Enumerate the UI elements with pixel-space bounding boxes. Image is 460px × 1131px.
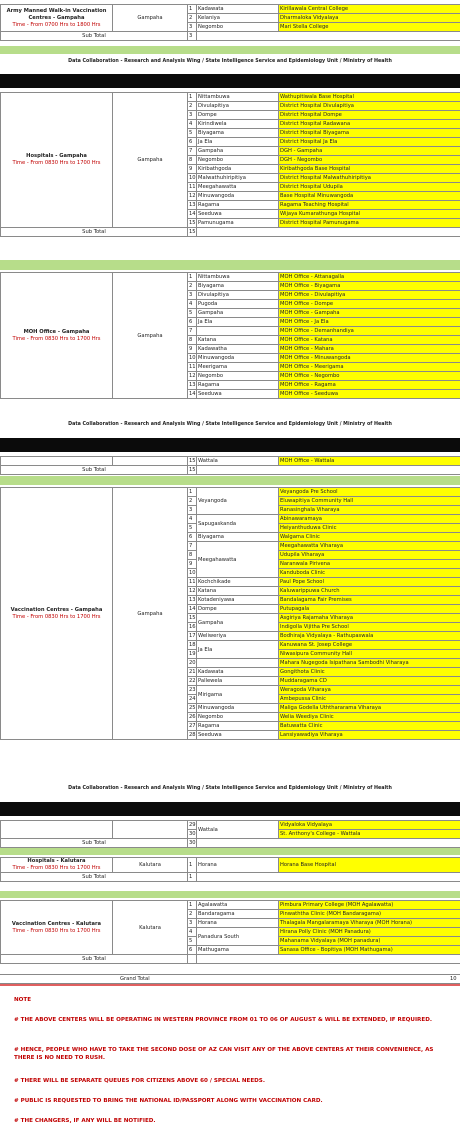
row-number: 7 (188, 327, 197, 336)
row-number: 10 (189, 175, 196, 181)
center-cell: Welia Weediya Clinic (279, 713, 460, 722)
area-cell: Kadawatha (197, 345, 279, 354)
center-cell: Mahanama Vidyalaya (MOH panadura) (279, 937, 460, 946)
center-cell: Vidyaloka Vidyalaya (279, 821, 460, 830)
area-cell: Pamunugama (197, 219, 279, 228)
center-cell: Putupagala (279, 605, 460, 614)
row-number: 2 (188, 497, 197, 506)
center-cell: MOH Office - Demanhandiya (279, 327, 460, 336)
center-cell: Ranasinghala Viharaya (279, 506, 460, 515)
center-cell: Naranwala Pirivena (279, 560, 460, 569)
center-cell: MOH Office - Meerigama (279, 363, 460, 372)
area-cell: Mathugama (197, 946, 279, 955)
center-cell: MOH Office - Wattala (279, 457, 460, 466)
black-band (0, 74, 460, 88)
subtotal-row (1, 228, 460, 237)
area-cell: Ragama (197, 201, 279, 210)
area-cell: Sapugaskanda (197, 515, 279, 533)
subtotal-row (1, 466, 460, 475)
center-cell: Base Hospital Minuwangoda (279, 192, 460, 201)
section-label: MOH Office - Gampaha (23, 328, 90, 335)
green-band (0, 260, 460, 270)
center-cell: Paul Pope School (279, 578, 460, 587)
area-cell: Seeduwa (197, 210, 279, 219)
area-cell: Agalawatta (197, 901, 279, 910)
center-cell: Kanuwana St. Josep College (279, 641, 460, 650)
row-number: 18 (189, 642, 196, 648)
area-cell: Negombo (197, 23, 279, 32)
row-number: 26 (189, 714, 196, 720)
row-number: 8 (188, 336, 197, 345)
center-cell: Wathupitiwala Base Hospital (279, 93, 460, 102)
center-cell: District Hospital Biyagama (279, 129, 460, 138)
area-cell: Negombo (197, 372, 279, 381)
row-number: 15 (189, 220, 196, 226)
center-cell: Lansiyawadiya Viharaya (279, 731, 460, 740)
district-cell: Gampaha (113, 93, 188, 228)
area-cell: Pallewela (197, 677, 279, 686)
area-cell: Nittambuwa (197, 273, 279, 282)
subtotal-label: Sub Total (1, 466, 188, 475)
section-moh-gampaha (0, 272, 460, 399)
section-label: Hospitals - Gampaha (26, 153, 87, 159)
subtotal-label: Sub Total (1, 839, 188, 848)
row-number: 29 (189, 822, 196, 828)
area-cell: Negombo (197, 156, 279, 165)
area-cell: Divulapitiya (197, 102, 279, 111)
row-number: 2 (188, 14, 197, 23)
grand-total-row (0, 974, 460, 984)
row-number: 13 (189, 382, 196, 388)
row-number: 15 (189, 615, 196, 621)
row-number: 1 (188, 273, 197, 282)
area-cell: Biyagama (197, 282, 279, 291)
subtotal-label: Sub Total (1, 955, 188, 964)
district-cell: Kalutara (113, 858, 188, 873)
center-cell: MOH Office - Seeduwa (279, 390, 460, 399)
note-item: # THE ABOVE CENTERS WILL BE OPERATING IN WESTERN PROVINCE FROM 01 TO 06 OF AUGUST & WILL BE EXTENDED, IF REQUIRED. (14, 1017, 432, 1023)
row-number: 1 (188, 901, 197, 910)
area-cell: Seeduwa (197, 731, 279, 740)
row-number: 4 (188, 515, 197, 524)
footer-credit: Data Collaboration - Research and Analysis Wing / State Intelligence Service and Epidemiology Unit / Ministry of Health (68, 422, 392, 427)
center-cell: District Hospital Pamunugama (279, 219, 460, 228)
center-cell: Batuwatta Clinic (279, 722, 460, 731)
section-vaccination-gampaha (0, 487, 460, 740)
note-item: # THE CHANGERS, IF ANY WILL BE NOTIFIED. (14, 1118, 156, 1124)
row-number: 12 (189, 588, 196, 594)
area-cell: Kadawata (197, 668, 279, 677)
table-row (1, 93, 460, 102)
center-cell: MOH Office - Attanagalla (279, 273, 460, 282)
center-cell: Heiyanthuduwa Clinic (279, 524, 460, 533)
district-cell (113, 457, 188, 466)
note-item: # HENCE, PEOPLE WHO HAVE TO TAKE THE SECOND DOSE OF AZ CAN VISIT ANY OF THE ABOVE CENTERS AT THEIR CONVENIENCE, AS THERE IS NO NEED TO RUSH. (14, 1047, 434, 1061)
row-number: 14 (189, 391, 196, 397)
section-time: Time - From 0830 Hrs to 1700 Hrs (12, 335, 101, 342)
row-number: 11 (189, 184, 196, 190)
center-cell: Bodhiraja Vidyalaya - Rathupaswala (279, 632, 460, 641)
area-cell: Gampaha (197, 614, 279, 632)
district-cell: Kalutara (113, 901, 188, 955)
center-cell: Kirillawala Central College (279, 5, 460, 14)
center-cell: Veyangoda Pre School (279, 488, 460, 497)
center-cell: Niwasipura Community Hall (279, 650, 460, 659)
center-cell: Mari Stella College (279, 23, 460, 32)
area-cell: Kirindiwela (197, 120, 279, 129)
center-cell: Meegahawatta Viharaya (279, 542, 460, 551)
district-cell: Gampaha (113, 5, 188, 32)
center-cell: District Hospital Dompe (279, 111, 460, 120)
center-cell: Gongithota Clinic (279, 668, 460, 677)
area-cell: Kelaniya (197, 14, 279, 23)
center-cell: MOH Office - Ja Ela (279, 318, 460, 327)
section-time: Time - From 0830 Hrs to 1700 Hrs (12, 160, 101, 166)
row-number: 4 (188, 300, 197, 309)
center-cell: MOH Office - Minuwangoda (279, 354, 460, 363)
center-cell: Kanduboda Clinic (279, 569, 460, 578)
section-label: Vaccination Centres - Gampaha (10, 606, 103, 613)
row-number: 11 (189, 364, 196, 370)
subtotal-value: 1 (188, 873, 197, 882)
section-vaccination-wattala (0, 820, 460, 848)
green-band (0, 848, 460, 855)
row-number: 13 (189, 202, 196, 208)
subtotal-row (1, 955, 460, 964)
center-cell: District Hospital Divulapitiya (279, 102, 460, 111)
area-cell: Veyangoda (197, 488, 279, 515)
row-number: 5 (188, 937, 197, 946)
area-cell: Katana (197, 587, 279, 596)
note-item: # THERE WILL BE SEPARATE QUEUES FOR CITIZENS ABOVE 60 / SPECIAL NEEDS. (14, 1078, 265, 1084)
row-number: 1 (188, 488, 197, 497)
row-number: 5 (188, 129, 197, 138)
center-cell: MOH Office - Gampaha (279, 309, 460, 318)
row-number: 8 (188, 551, 197, 560)
row-number: 6 (188, 138, 197, 147)
subtotal-value: 15 (189, 467, 196, 473)
table-row (1, 901, 460, 910)
area-cell: Wattala (197, 821, 279, 839)
grand-total-value: 10 (450, 976, 457, 982)
table-row (1, 488, 460, 497)
row-number: 1 (188, 5, 197, 14)
center-cell: Maliga Godella Uththararama Viharaya (279, 704, 460, 713)
area-cell: Bandaragama (197, 910, 279, 919)
section-moh-wattala (0, 456, 460, 475)
area-cell: Minuwangoda (197, 704, 279, 713)
row-number: 23 (189, 687, 196, 693)
area-cell: Minuwangoda (197, 192, 279, 201)
row-number: 24 (189, 696, 196, 702)
row-number: 17 (189, 633, 196, 639)
area-cell: Nittambuwa (197, 93, 279, 102)
center-cell: District Hospital Ja Ela (279, 138, 460, 147)
area-cell: Pugoda (197, 300, 279, 309)
row-number: 12 (189, 193, 196, 199)
row-number: 20 (189, 660, 196, 666)
area-cell: Mirigama (197, 686, 279, 704)
row-number: 30 (189, 831, 196, 837)
area-cell: Negombo (197, 713, 279, 722)
center-cell: MOH Office - Mahara (279, 345, 460, 354)
green-band (0, 891, 460, 898)
row-number: 1 (188, 93, 197, 102)
black-band (0, 802, 460, 816)
area-cell: Gampaha (197, 309, 279, 318)
row-number: 25 (189, 705, 196, 711)
subtotal-value: 30 (189, 840, 196, 846)
table-row (1, 821, 460, 830)
section-time: Time - From 0830 Hrs to 1700 Hrs (12, 865, 101, 871)
row-number: 2 (188, 102, 197, 111)
area-cell (197, 659, 279, 668)
center-cell: Ambepussa Clinic (279, 695, 460, 704)
row-number: 19 (189, 651, 196, 657)
red-divider (0, 984, 460, 986)
center-cell: Walgama Clinic (279, 533, 460, 542)
area-cell: Horana (197, 858, 279, 873)
area-cell: Kiribathgoda (197, 165, 279, 174)
row-number: 3 (188, 23, 197, 32)
section-army-walkin (0, 4, 460, 41)
note-item: # PUBLIC IS REQUESTED TO BRING THE NATIONAL ID/PASSPORT ALONG WITH VACCINATION CARD. (14, 1098, 323, 1104)
center-cell: District Hospital Udupila (279, 183, 460, 192)
table-row (1, 457, 460, 466)
area-cell: Gampaha (197, 147, 279, 156)
row-number: 21 (189, 669, 196, 675)
center-cell: Sanasa Office - Bopitiya (MOH Mathugama) (279, 946, 460, 955)
row-number: 3 (188, 291, 197, 300)
center-cell: Kaluwarippuwa Church (279, 587, 460, 596)
grand-total-label: Grand Total (120, 976, 150, 982)
area-cell: Biyagama (197, 129, 279, 138)
section-time: Time - From 0700 Hrs to 1800 Hrs (12, 21, 101, 28)
table-row (1, 858, 460, 873)
area-cell: Kotadeniyawa (197, 596, 279, 605)
row-number: 10 (189, 355, 196, 361)
area-cell: Dompe (197, 605, 279, 614)
center-cell: Weragoda Viharaya (279, 686, 460, 695)
area-cell: Ragama (197, 722, 279, 731)
section-label: Vaccination Centres - Kalutara (11, 920, 102, 927)
subtotal-row (1, 839, 460, 848)
area-cell: Dompe (197, 111, 279, 120)
subtotal-row (1, 32, 460, 41)
center-cell: MOH Office - Dompe (279, 300, 460, 309)
area-cell: Panadura South (197, 928, 279, 946)
green-band (0, 46, 460, 54)
section-vaccination-kalutara (0, 900, 460, 964)
section-label: Hospitals - Kalutara (27, 858, 86, 864)
table-row (1, 5, 460, 14)
area-cell: Wattala (197, 457, 279, 466)
center-cell: MOH Office - Negombo (279, 372, 460, 381)
center-cell: Pimbura Primary College (MOH Agalawatta) (279, 901, 460, 910)
subtotal-value: 3 (188, 32, 197, 41)
area-cell: Minuwangoda (197, 354, 279, 363)
row-number: 9 (188, 560, 197, 569)
area-cell: Kadawata (197, 5, 279, 14)
row-number: 22 (189, 678, 196, 684)
area-cell: Meegahawatta (197, 183, 279, 192)
center-cell: Abinawaramaya (279, 515, 460, 524)
row-number: 16 (189, 624, 196, 630)
subtotal-value (188, 955, 197, 964)
center-cell: Muddaragama CD (279, 677, 460, 686)
area-cell: Ja Ela (197, 138, 279, 147)
table-row (1, 273, 460, 282)
center-cell: Hirana Polly Clinic (MOH Panadura) (279, 928, 460, 937)
center-cell: Pinwaththa Clinic (MOH Bandaragama) (279, 910, 460, 919)
row-number: 12 (189, 373, 196, 379)
center-cell: Horana Base Hospital (279, 858, 460, 873)
row-number: 15 (189, 458, 196, 464)
row-number: 2 (188, 282, 197, 291)
district-cell (113, 821, 188, 839)
row-number: 9 (188, 165, 197, 174)
row-number: 3 (188, 506, 197, 515)
center-cell: MOH Office - Biyagama (279, 282, 460, 291)
center-cell: MOH Office - Divulapitiya (279, 291, 460, 300)
subtotal-label: Sub Total (1, 32, 188, 41)
area-cell: Biyagama (197, 533, 279, 542)
center-cell: DGH - Gampaha (279, 147, 460, 156)
center-cell: Wijaya Kumarathunga Hospital (279, 210, 460, 219)
center-cell: Indigolla Vijitha Pre School (279, 623, 460, 632)
row-number: 4 (188, 120, 197, 129)
area-cell: Katana (197, 336, 279, 345)
area-cell: Ja Ela (197, 641, 279, 659)
row-number: 27 (189, 723, 196, 729)
row-number: 28 (189, 732, 196, 738)
subtotal-label: Sub Total (1, 873, 188, 882)
center-cell: Mahara Nugegoda Isipathana Sambodhi Viharaya (279, 659, 460, 668)
row-number: 6 (188, 533, 197, 542)
center-cell: St. Anthony's College - Wattala (279, 830, 460, 839)
row-number: 10 (189, 570, 196, 576)
row-number: 11 (189, 579, 196, 585)
subtotal-value: 15 (189, 229, 196, 235)
center-cell: District Hospital Malwathuhiripitiya (279, 174, 460, 183)
area-cell: Weliweriya (197, 632, 279, 641)
row-number: 6 (188, 318, 197, 327)
note-title: NOTE (14, 997, 32, 1003)
section-time: Time - From 0830 Hrs to 1700 Hrs (12, 613, 101, 620)
center-cell: Ragama Teaching Hospital (279, 201, 460, 210)
area-cell: Kochchikade (197, 578, 279, 587)
center-cell: DGH - Negombo (279, 156, 460, 165)
section-time: Time - From 0830 Hrs to 1700 Hrs (12, 927, 101, 934)
area-cell: Ragama (197, 381, 279, 390)
center-cell: Eluwapitiya Community Hall (279, 497, 460, 506)
center-cell: Asgiriya Rajamaha Viharaya (279, 614, 460, 623)
green-band (0, 476, 460, 485)
area-cell: Horana (197, 919, 279, 928)
section-hospitals-gampaha (0, 92, 460, 237)
section-hospitals-kalutara (0, 857, 460, 882)
footer-credit: Data Collaboration - Research and Analysis Wing / State Intelligence Service and Epidemiology Unit / Ministry of Health (68, 786, 392, 791)
subtotal-label: Sub Total (1, 228, 188, 237)
center-cell: Kiribathgoda Base Hospital (279, 165, 460, 174)
black-band (0, 438, 460, 452)
area-cell: Seeduwa (197, 390, 279, 399)
row-number: 7 (188, 147, 197, 156)
row-number: 5 (188, 524, 197, 533)
area-cell: Malwathuhiripitiya (197, 174, 279, 183)
center-cell: Bandalagama Fair Premises (279, 596, 460, 605)
row-number: 3 (188, 919, 197, 928)
row-number: 3 (188, 111, 197, 120)
area-cell: Meegahawatta (197, 542, 279, 578)
center-cell: Udupila Viharaya (279, 551, 460, 560)
row-number: 1 (188, 858, 197, 873)
row-number: 2 (188, 910, 197, 919)
area-cell: Ja Ela (197, 318, 279, 327)
area-cell: Meerigama (197, 363, 279, 372)
row-number: 7 (188, 542, 197, 551)
row-number: 9 (188, 345, 197, 354)
row-number: 14 (189, 606, 196, 612)
row-number: 13 (189, 597, 196, 603)
row-number: 14 (189, 211, 196, 217)
row-number: 6 (188, 946, 197, 955)
footer-credit: Data Collaboration - Research and Analysis Wing / State Intelligence Service and Epidemiology Unit / Ministry of Health (68, 59, 392, 64)
center-cell: District Hospital Radawana (279, 120, 460, 129)
area-cell (197, 327, 279, 336)
row-number: 8 (188, 156, 197, 165)
row-number: 4 (188, 928, 197, 937)
section-label: Army Manned Walk-in Vaccination Centres - Gampaha (6, 7, 107, 21)
center-cell: Thalagala Mangalaramaya Viharaya (MOH Horana) (279, 919, 460, 928)
district-cell: Gampaha (113, 488, 188, 740)
center-cell: MOH Office - Ragama (279, 381, 460, 390)
center-cell: Dharmaloka Vidyalaya (279, 14, 460, 23)
district-cell: Gampaha (113, 273, 188, 399)
area-cell: Divulapitiya (197, 291, 279, 300)
row-number: 5 (188, 309, 197, 318)
center-cell: MOH Office - Katana (279, 336, 460, 345)
subtotal-row (1, 873, 460, 882)
